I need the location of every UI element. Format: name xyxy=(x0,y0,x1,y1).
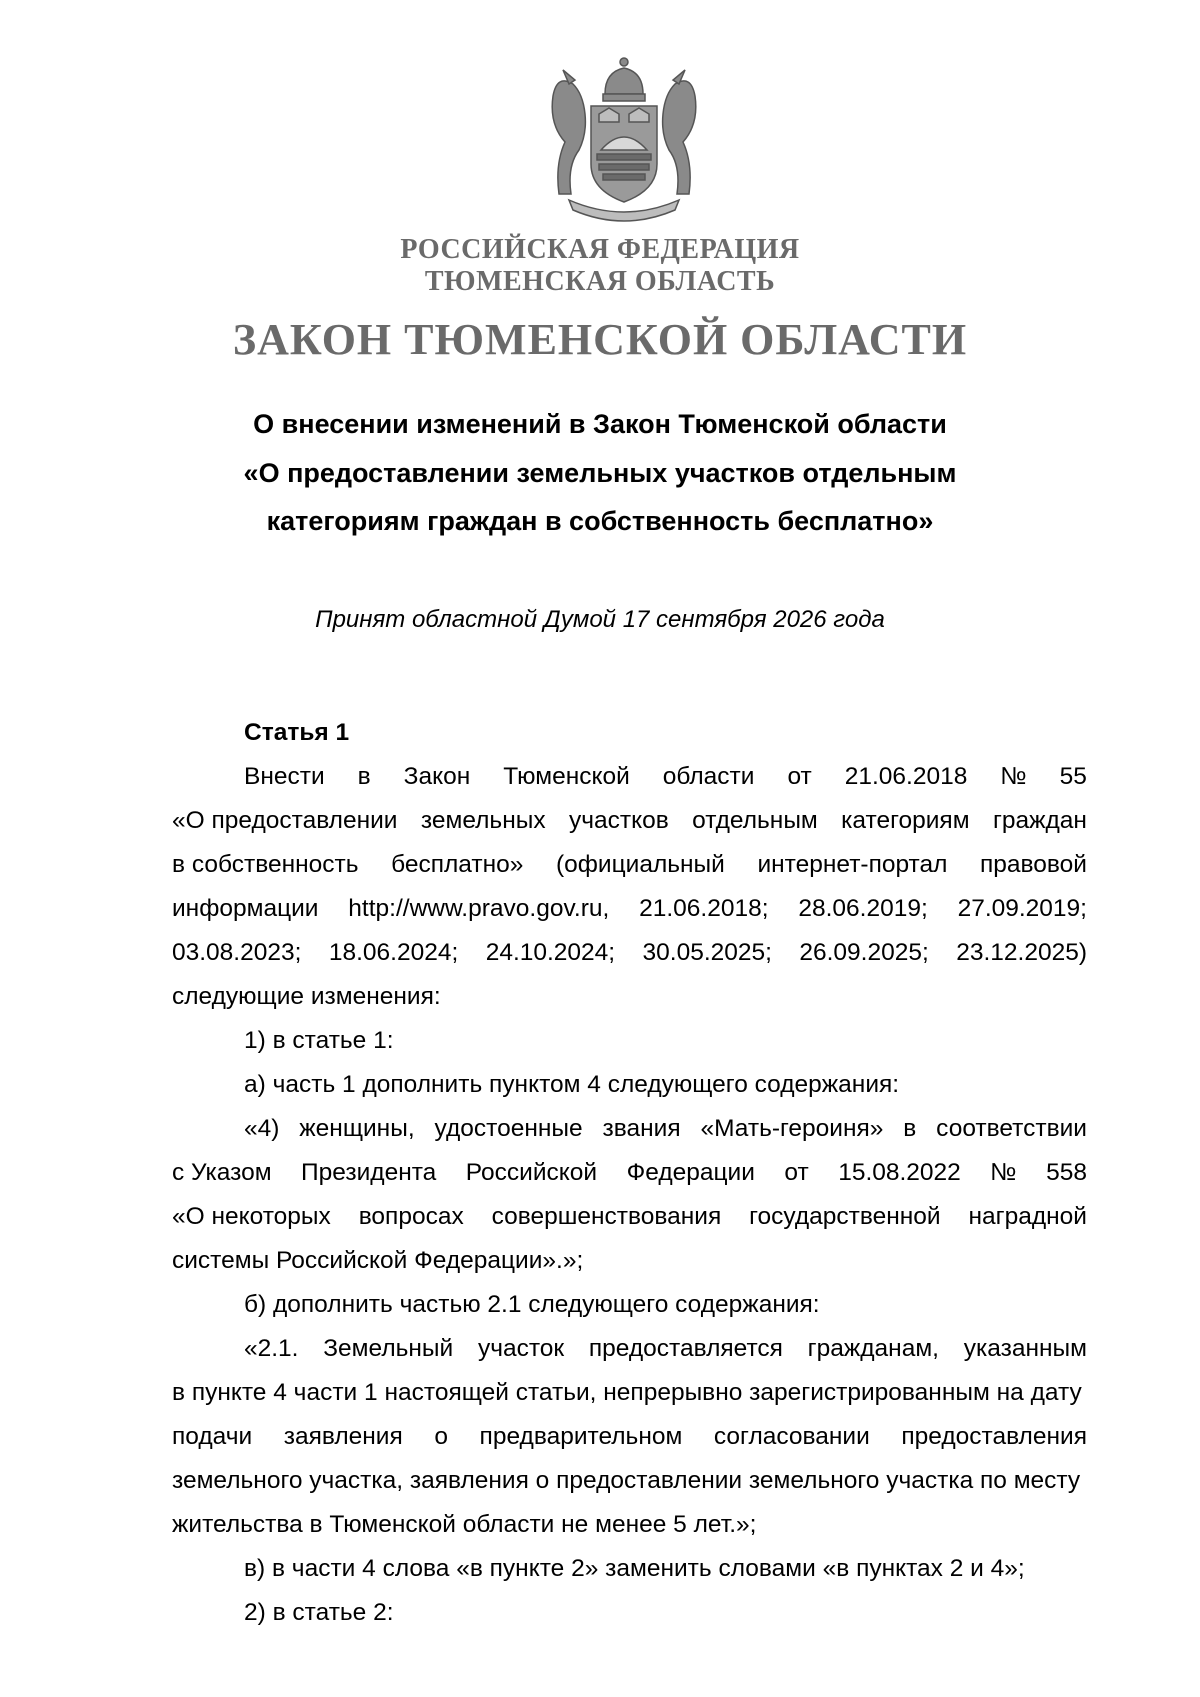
article-text-line: следующие изменения: xyxy=(172,983,441,1010)
article-word: бесплатно» xyxy=(391,851,524,878)
article-word: Внести xyxy=(244,763,325,790)
article-word: женщины, xyxy=(299,1115,415,1142)
article-word: Федерации xyxy=(626,1159,755,1186)
article-text-line xyxy=(244,1334,1087,1364)
article-text-line xyxy=(172,1422,1087,1452)
article-word: с Указом xyxy=(172,1159,272,1186)
article-word: согласовании xyxy=(713,1423,870,1450)
article-word: граждан xyxy=(992,807,1087,834)
coat-of-arms-icon xyxy=(535,54,713,222)
article-word: 21.06.2018; xyxy=(639,895,769,922)
article-word: о xyxy=(434,1423,448,1450)
article-word: Земельный xyxy=(323,1335,454,1362)
article-word: вопросах xyxy=(358,1203,464,1230)
article-word: «4) xyxy=(244,1115,280,1142)
article-word: 03.08.2023; xyxy=(172,939,302,966)
article-word: правовой xyxy=(980,851,1087,878)
article-word: области xyxy=(662,763,755,790)
article-word: в xyxy=(357,763,371,790)
article-text-line: в пункте 4 части 1 настоящей статьи, непрерывно зарегистрированным на дату xyxy=(172,1379,1082,1406)
article-word: наградной xyxy=(968,1203,1087,1230)
article-word: «2.1. xyxy=(244,1335,299,1362)
article-word: звания xyxy=(602,1115,681,1142)
article-word: указанным xyxy=(963,1335,1087,1362)
article-word: в собственность xyxy=(172,851,359,878)
article-word: 15.08.2022 xyxy=(838,1159,961,1186)
article-word: 27.09.2019; xyxy=(957,895,1087,922)
article-word: интернет-портал xyxy=(757,851,948,878)
article-word: гражданам, xyxy=(807,1335,939,1362)
article-word: участков xyxy=(568,807,669,834)
article-word: 26.09.2025; xyxy=(799,939,929,966)
law-title-line: категориям граждан в собственность бесплатно» xyxy=(266,506,934,536)
article-word: заявления xyxy=(283,1423,403,1450)
article-text-line xyxy=(172,850,1087,880)
article-text-line xyxy=(172,1158,1087,1188)
article-word: предварительном xyxy=(479,1423,683,1450)
article-text-line: системы Российской Федерации».»; xyxy=(172,1247,584,1274)
article-text-line: в) в части 4 слова «в пункте 2» заменить словами «в пунктах 2 и 4»; xyxy=(244,1555,1025,1582)
article-word: предоставления xyxy=(901,1423,1087,1450)
article-word: соответствии xyxy=(936,1115,1087,1142)
article-text-line: 2) в статье 2: xyxy=(244,1599,394,1626)
article-word: от xyxy=(784,1159,809,1186)
article-word: Тюменской xyxy=(503,763,630,790)
law-title-line: «О предоставлении земельных участков отдельным xyxy=(243,458,957,488)
article-word: земельных xyxy=(420,807,546,834)
article-word: от xyxy=(787,763,812,790)
article-text-line: 1) в статье 1: xyxy=(244,1027,394,1054)
country-heading: РОССИЙСКАЯ ФЕДЕРАЦИЯ xyxy=(400,234,800,265)
article-word: государственной xyxy=(749,1203,941,1230)
article-word: отдельным xyxy=(692,807,818,834)
article-word: 30.05.2025; xyxy=(642,939,772,966)
article-text-line: а) часть 1 дополнить пунктом 4 следующего содержания: xyxy=(244,1071,900,1098)
article-word: информации xyxy=(172,895,319,922)
article-text-line xyxy=(172,894,1087,924)
article-word: (официальный xyxy=(555,851,725,878)
article-text-line xyxy=(172,938,1087,968)
article-word: 23.12.2025) xyxy=(956,939,1087,966)
article-heading: Статья 1 xyxy=(244,719,350,746)
article-word: «О некоторых xyxy=(172,1203,331,1230)
law-title-line: О внесении изменений в Закон Тюменской области xyxy=(253,409,947,439)
article-text-line xyxy=(172,1202,1087,1232)
region-heading: ТЮМЕНСКАЯ ОБЛАСТЬ xyxy=(424,266,776,297)
article-word: удостоенные xyxy=(434,1115,583,1142)
article-text-line xyxy=(244,762,1087,792)
adoption-date: Принят областной Думой 17 сентября 2026 года xyxy=(315,606,885,633)
article-word: подачи xyxy=(172,1423,253,1450)
article-word: 28.06.2019; xyxy=(798,895,928,922)
article-word: «О предоставлении xyxy=(172,807,398,834)
article-text-line xyxy=(172,806,1087,836)
article-word: 558 xyxy=(1046,1159,1087,1186)
article-word: http://www.pravo.gov.ru, xyxy=(348,895,610,922)
document-type-heading: ЗАКОН ТЮМЕНСКОЙ ОБЛАСТИ xyxy=(232,315,968,364)
article-word: Президента xyxy=(301,1159,437,1186)
article-text-line: земельного участка, заявления о предоставлении земельного участка по месту xyxy=(172,1467,1081,1494)
article-word: «Мать-героиня» xyxy=(700,1115,884,1142)
article-word: 24.10.2024; xyxy=(485,939,616,966)
article-word: № xyxy=(1000,763,1027,790)
article-word: № xyxy=(990,1159,1017,1186)
article-text-line xyxy=(244,1114,1087,1144)
article-word: 21.06.2018 xyxy=(844,763,968,790)
article-word: 18.06.2024; xyxy=(328,939,459,966)
article-word: в xyxy=(903,1115,917,1142)
article-word: совершенствования xyxy=(491,1203,722,1230)
article-word: 55 xyxy=(1059,763,1087,790)
article-text-line: жительства в Тюменской области не менее 5 лет.»; xyxy=(172,1511,757,1538)
article-word: категориям xyxy=(841,807,970,834)
article-text-line: б) дополнить частью 2.1 следующего содержания: xyxy=(244,1291,820,1318)
article-word: Закон xyxy=(403,763,471,790)
article-word: предоставляется xyxy=(588,1335,783,1362)
article-word: Российской xyxy=(465,1159,598,1186)
article-word: участок xyxy=(477,1335,565,1362)
